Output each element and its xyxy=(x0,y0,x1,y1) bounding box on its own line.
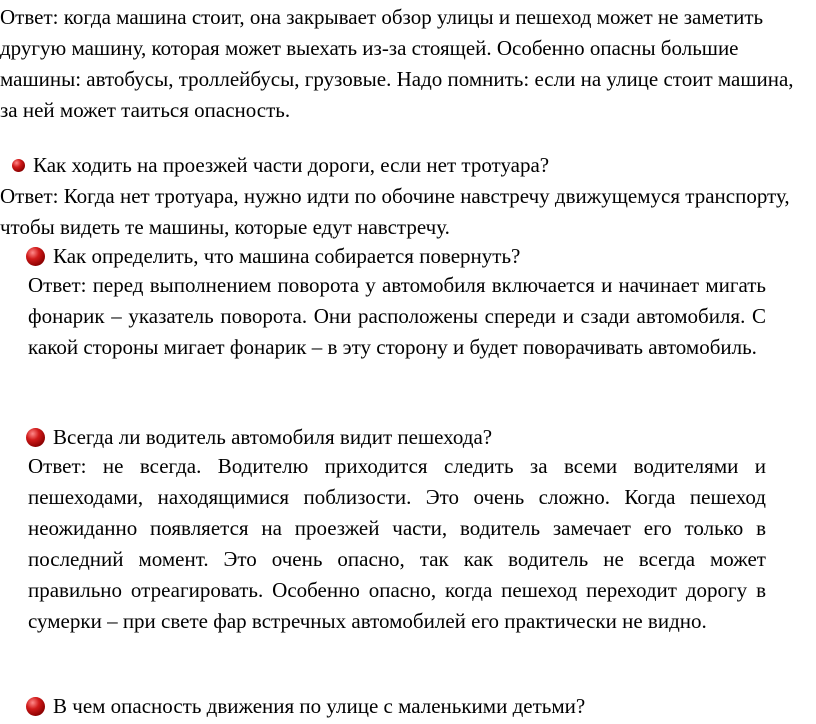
answer-3-paragraph: Ответ: не всегда. Водителю приходится следить за всеми водителями и пешеходами, находящимися поблизости. Это очень сложно. Когда пешеход неожиданно появляется на проезжей части, водитель замечает его только в последний момент. Это очень опасно, так как водитель не всегда может правильно отреагировать. Особенно опасно, когда пешеход переходит дорогу в сумерки – при свете фар встречных автомобилей его практически не видно. xyxy=(28,454,766,633)
question-1 xyxy=(12,150,549,180)
answer-1-paragraph: Ответ: Когда нет тротуара, нужно идти по обочине навстречу движущемуся транспорту, чтобы видеть те машины, которые едут навстречу. xyxy=(0,184,790,239)
intro-answer-paragraph: Ответ: когда машина стоит, она закрывает обзор улицы и пешеход может не заметить другую машину, которая может выехать из-за стоящей. Особенно опасны большие машины: автобусы, троллейбусы, грузовые. Надо помнить: если на улице стоит машина, за ней может таиться опасность. xyxy=(0,5,794,122)
question-4-text: В чем опасность движения по улице с маленькими детьми? xyxy=(53,693,586,718)
red-ball-bullet-icon xyxy=(26,697,45,716)
red-ball-bullet-icon xyxy=(26,247,45,266)
question-3-text: Всегда ли водитель автомобиля видит пешехода? xyxy=(53,424,493,449)
question-2-text: Как определить, что машина собирается повернуть? xyxy=(53,243,521,268)
answer-2-paragraph: Ответ: перед выполнением поворота у автомобиля включается и начинает мигать фонарик – указатель поворота. Они расположены спереди и сзади автомобиля. С какой стороны мигает фонарик – в эту сторону и будет поворачивать автомобиль. xyxy=(28,273,766,359)
question-2 xyxy=(26,241,520,271)
question-1-text: Как ходить на проезжей части дороги, если нет тротуара? xyxy=(33,152,550,177)
question-3 xyxy=(26,422,492,452)
red-ball-bullet-icon xyxy=(26,428,45,447)
question-4 xyxy=(26,691,585,721)
red-ball-bullet-icon xyxy=(12,159,25,172)
